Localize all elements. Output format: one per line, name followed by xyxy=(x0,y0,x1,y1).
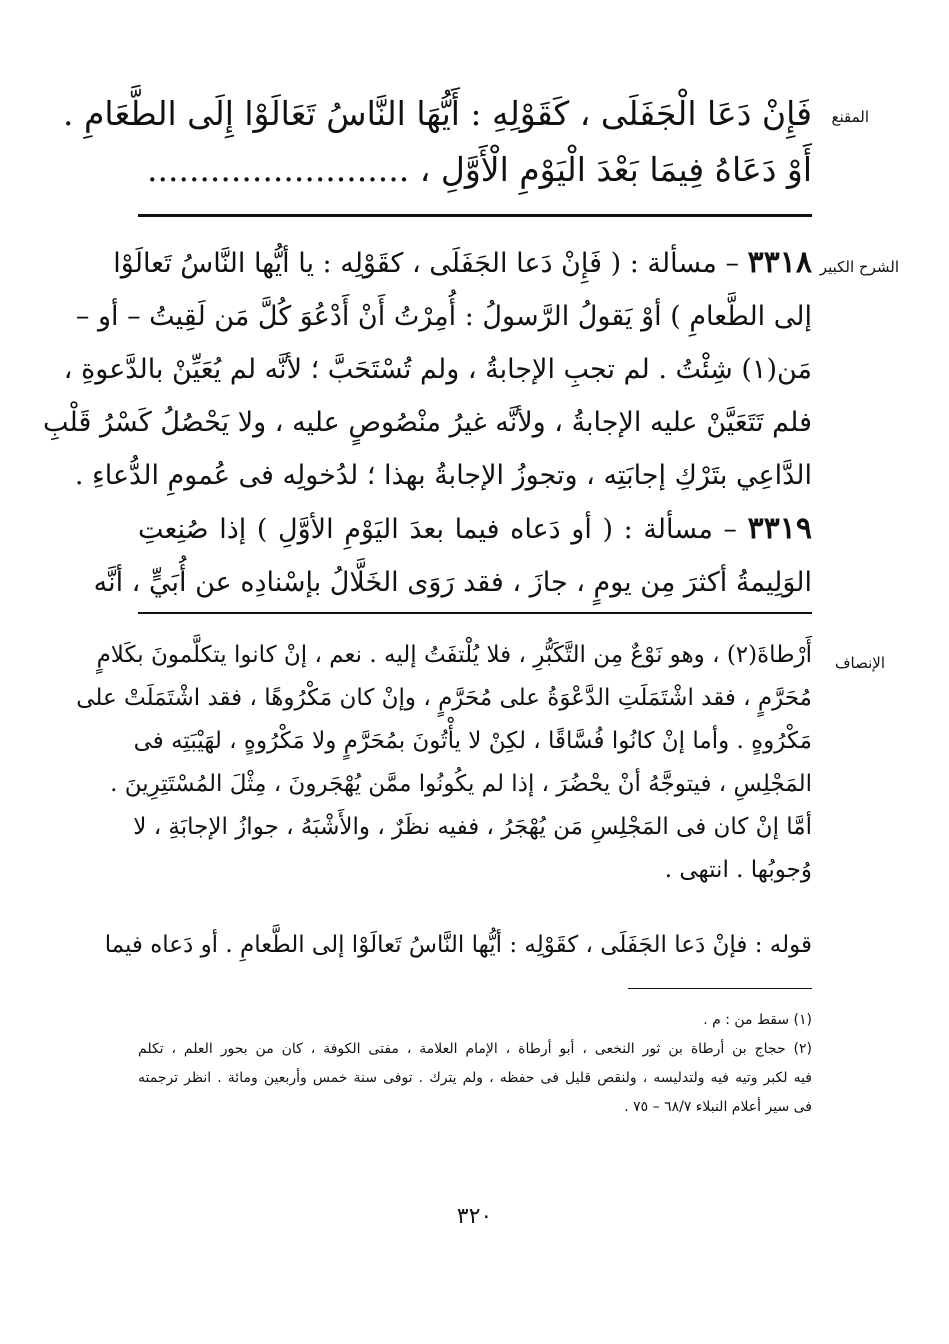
muqni-line: أَوْ دَعَاهُ فِيمَا بَعْدَ الْيَوْمِ الْأَوَّلِ ، ......................... xyxy=(146,150,812,189)
insaf-line: مُحَرَّمٍ ، فقد اشْتَمَلَتِ الدَّعْوَةُ على مُحَرَّمٍ ، وإنْ كان مَكْرُوهًا ، فقد اشْتَمَلَتْ على xyxy=(76,685,812,711)
footnote-1: (١) سقط من : م . xyxy=(703,1012,812,1028)
insaf-line: وُجوبُها . انتهى . xyxy=(664,857,812,883)
sharh-line: مَن(١) شِئْتُ . لم تجبِ الإجابةُ ، ولم تُسْتَحَبَّ ؛ لأنَّه لم يُعَيِّنْ بالدَّعوةِ ، xyxy=(63,354,812,385)
insaf-text xyxy=(76,634,812,892)
masala-number: ٣٣١٨ xyxy=(747,245,812,280)
sharh-line xyxy=(113,236,812,290)
page-number: ٣٢٠ xyxy=(456,1204,493,1229)
sharh-text xyxy=(43,236,812,609)
footnote-2-line: فيه لكبر وتيه فيه ولتدليسه ، ولنقص قليل فى حفظه ، ولم يترك . توفى سنة خمس وأربعين ومائة . انظر ترجمته xyxy=(138,1070,812,1086)
sharh-label: الشرح الكبير xyxy=(819,258,899,276)
insaf-line: المَجْلِسِ ، فيتوجَّهُ أنْ يحْضُرَ ، إذا لم يكُونُوا ممَّن يُهْجَرونَ ، مِثْلَ المُسْتَتِرِينَ . xyxy=(110,771,812,797)
muqni-text xyxy=(63,86,812,198)
insaf-label: الإنصاف xyxy=(834,654,885,672)
footnote-divider xyxy=(628,988,812,989)
muqni-label: المقنع xyxy=(831,108,869,126)
section-divider xyxy=(138,612,812,614)
sharh-line: إلى الطَّعامِ ) أوْ يَقولُ الرَّسولُ : أُمِرْتُ أَنْ أَدْعُوَ كُلَّ مَن لَقِيتُ – أو – xyxy=(75,301,812,332)
muqni-line: فَإِنْ دَعَا الْجَفَلَى ، كَقَوْلِهِ : أَيُّهَا النَّاسُ تَعَالَوْا إِلَى الطَّعَامِ . xyxy=(63,94,812,133)
section-divider xyxy=(138,214,812,217)
masala-number: ٣٣١٩ xyxy=(747,511,812,546)
insaf-line: أَرْطاةَ(٢) ، وهو نَوْعٌ مِن التَّكَبُّرِ ، فلا يُلْتفَتُ إليه . نعم ، إنْ كانوا يتكلَّمونَ بكَلامٍ xyxy=(96,642,812,668)
masala-text: – مسألة : ( فَإِنْ دَعا الجَفَلَى ، كقَوْلِه : يا أيُّها النَّاسُ تَعالَوْا xyxy=(113,248,739,279)
sharh-line: الوَلِيمةُ أكثرَ مِن يومٍ ، جازَ ، فقد رَوَى الخَلَّالُ بإسْنادِه عن أُبَيٍّ ، أنَّه xyxy=(93,567,812,598)
insaf-line: مَكْرُوهٍ . وأما إنْ كانُوا فُسَّاقًا ، لكِنْ لا يأْتُونَ بمُحَرَّمٍ ولا مَكْرُوهٍ ، لهَيْبَتِه فى xyxy=(133,728,812,754)
sharh-line: فلم تَتَعَيَّنْ عليه الإجابةُ ، ولأنَّه غيرُ منْصُوصٍ عليه ، ولا يَحْصُلُ كَسْرُ قَلْبِ xyxy=(43,407,812,438)
footnotes xyxy=(138,1006,812,1122)
insaf-line: أمَّا إنْ كان فى المَجْلِسِ مَن يُهْجَرُ ، ففيه نظَرٌ ، والأَشْبَهُ ، جوازُ الإجابَةِ ، لا xyxy=(133,814,812,840)
footnote-2-line: فى سير أعلام النبلاء ٦٨/٧ – ٧٥ . xyxy=(624,1099,812,1115)
sharh-line xyxy=(138,502,812,556)
footnote-2-line: (٢) حجاج بن أرطاة بن ثور النخعى ، أبو أرطاة ، الإمام العلامة ، مفتى الكوفة ، كان من بحور العلم ، تكلم xyxy=(138,1041,812,1057)
qawluh-text xyxy=(104,924,812,967)
sharh-line: الدَّاعِي بتَرْكِ إجابَتِه ، وتجوزُ الإجابةُ بهذا ؛ لدُخولِه فى عُمومِ الدُّعاءِ . xyxy=(74,460,812,491)
masala-text: – مسألة : ( أو دَعاه فيما بعدَ اليَوْمِ الأوَّلِ ) إذا صُنِعتِ xyxy=(138,514,737,545)
qawluh-line: قوله : فإنْ دَعا الجَفَلَى ، كقَوْلِه : أيُّها النَّاسُ تَعالَوْا إلى الطَّعامِ . أو دَعاه فيما xyxy=(104,932,812,958)
